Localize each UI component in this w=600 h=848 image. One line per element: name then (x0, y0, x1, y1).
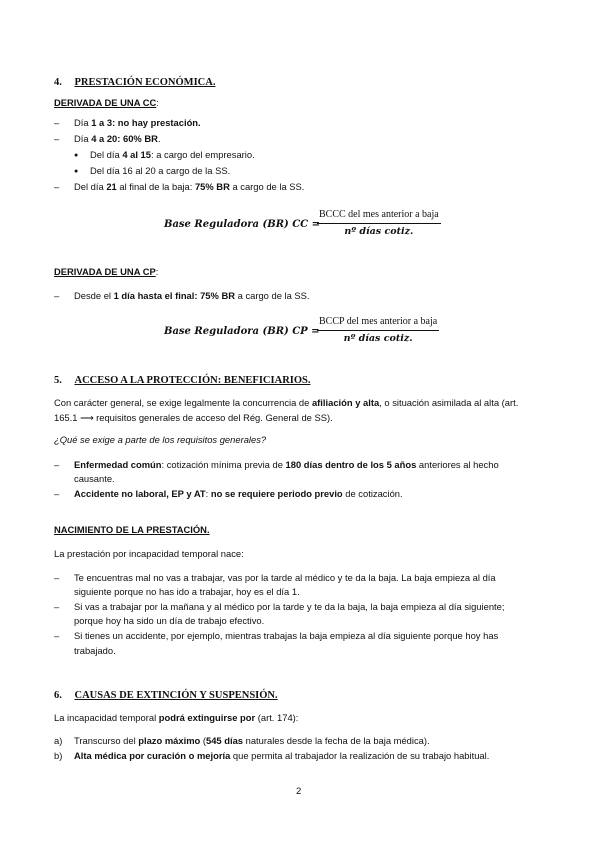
section-title: ACCESO A LA PROTECCIÓN: BENEFICIARIOS. (74, 375, 311, 386)
paragraph: Con carácter general, se exige legalmente la concurrencia de afiliación y alta, o situación asimilada al alta (art. (54, 397, 519, 408)
list-label: b) (54, 750, 63, 761)
list-item: Accidente no laboral, EP y AT: no se requiere periodo previo de cotización. (74, 488, 403, 499)
dash-bullet: – (54, 488, 60, 499)
dash-bullet: – (54, 133, 60, 144)
dash-bullet: – (54, 459, 60, 470)
paragraph: La incapacidad temporal podrá extinguirse por (art. 174): (54, 712, 299, 723)
dot-bullet: ● (74, 168, 79, 175)
formula-cp-lhs: Base Reguladora (BR) CP = (164, 326, 320, 337)
section-number: 4. (54, 77, 62, 88)
formula-numerator: BCCP del mes anterior a baja (317, 315, 439, 331)
list-item: Transcurso del plazo máximo (545 días naturales desde la fecha de la baja médica). (74, 735, 430, 746)
derivada-cp-heading: DERIVADA DE UNA CP: (54, 266, 159, 277)
dot-bullet: ● (74, 152, 79, 159)
list-item: Si tienes un accidente, por ejemplo, mientras trabajas la baja empieza al día siguiente porque hoy has (74, 630, 499, 641)
paragraph: La prestación por incapacidad temporal nace: (54, 548, 244, 559)
list-label: a) (54, 735, 63, 746)
paragraph-line: 165.1 ⟶ requisitos generales de acceso del Rég. General de SS). (54, 412, 333, 423)
formula-cc-lhs: Base Reguladora (BR) CC = (164, 219, 320, 230)
formula-cc-fraction (317, 208, 441, 238)
list-item: Desde el 1 día hasta el final: 75% BR a cargo de la SS. (74, 290, 310, 301)
dash-bullet: – (54, 117, 60, 128)
section-number: 6. (54, 690, 62, 701)
list-item: Día 1 a 3: no hay prestación. (74, 117, 201, 128)
sub-list-item: Del día 4 al 15: a cargo del empresario. (90, 149, 255, 160)
dash-bullet: – (54, 290, 60, 301)
list-item: Día 4 a 20: 60% BR. (74, 133, 161, 144)
dash-bullet: – (54, 601, 60, 612)
list-item: Alta médica por curación o mejoría que permita al trabajador la realización de su trabajo habitual. (74, 750, 490, 761)
formula-numerator: BCCC del mes anterior a baja (317, 208, 441, 224)
section-title: PRESTACIÓN ECONÓMICA. (74, 77, 216, 88)
dash-bullet: – (54, 630, 60, 641)
list-item-line: trabajado. (74, 645, 116, 656)
list-item: Del día 21 al final de la baja: 75% BR a cargo de la SS. (74, 181, 305, 192)
formula-denominator: nº días cotiz. (343, 332, 413, 344)
sub-list-item: Del día 16 al 20 a cargo de la SS. (90, 165, 231, 176)
list-item: Te encuentras mal no vas a trabajar, vas por la tarde al médico y te da la baja. La baja empieza al día (74, 572, 496, 583)
section-6-heading (54, 689, 278, 703)
list-item: Si vas a trabajar por la mañana y al médico por la tarde y te da la baja, la baja empieza al día siguiente; (74, 601, 505, 612)
derivada-cc-heading: DERIVADA DE UNA CC: (54, 97, 159, 108)
dash-bullet: – (54, 572, 60, 583)
section-title: CAUSAS DE EXTINCIÓN Y SUSPENSIÓN. (74, 690, 278, 701)
section-number: 5. (54, 375, 62, 386)
section-5-heading (54, 374, 311, 388)
formula-denominator: nº días cotiz. (344, 225, 414, 237)
question-text: ¿Qué se exige a parte de los requisitos generales? (54, 434, 267, 445)
nacimiento-heading: NACIMIENTO DE LA PRESTACIÓN. (54, 524, 210, 535)
list-item-line: causante. (74, 473, 115, 484)
page-number: 2 (296, 786, 302, 797)
list-item-line: siguiente porque no has ido a trabajar, hoy es el día 1. (74, 586, 300, 597)
section-4-heading (54, 76, 215, 90)
dash-bullet: – (54, 181, 60, 192)
list-item-line: porque hoy ha sido un día de trabajo efectivo. (74, 615, 265, 626)
list-item: Enfermedad común: cotización mínima previa de 180 días dentro de los 5 años anteriores al hecho (74, 459, 499, 470)
formula-cp-fraction (317, 315, 439, 345)
